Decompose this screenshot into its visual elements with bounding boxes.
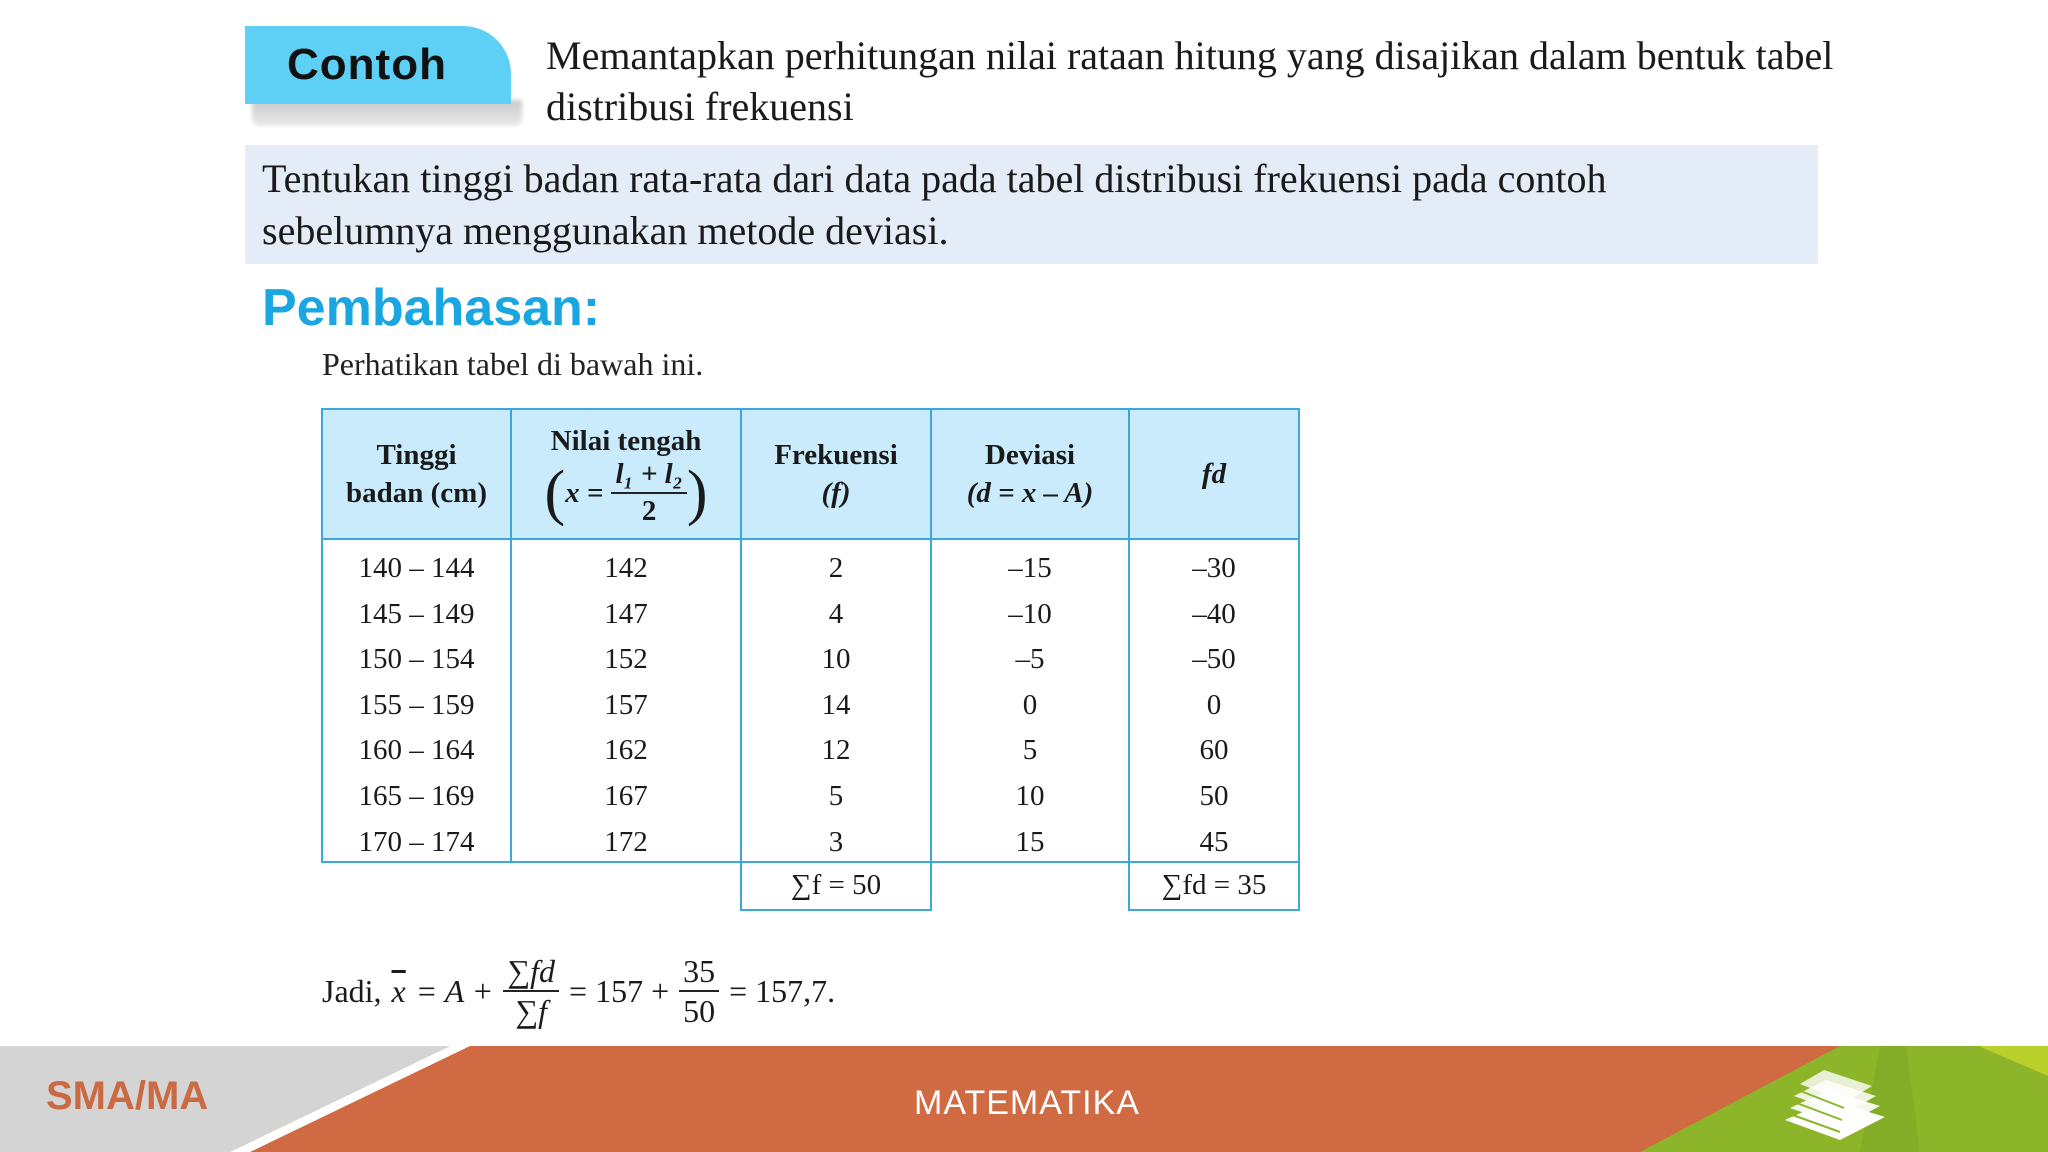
- formula-fraction-2: [679, 955, 719, 1027]
- footer-sma-label: SMA/MA: [46, 1074, 209, 1118]
- cell-fd: 0: [1206, 688, 1222, 721]
- cell-f: 12: [821, 734, 851, 767]
- header-frek-line2: (f): [821, 477, 851, 509]
- formula-eq2: = 157 +: [569, 972, 670, 1009]
- header-nilai-fraction: [611, 460, 686, 526]
- intro-text: Memantapkan perhitungan nilai rataan hitung yang disajikan dalam bentuk tabel distribusi frekuensi: [546, 33, 1834, 129]
- cell-interval: 140 – 144: [358, 552, 475, 584]
- cell-interval: 160 – 164: [358, 734, 475, 767]
- header-fd-label: fd: [1201, 458, 1227, 490]
- header-nilai-formula: ( x = $\frac{\text{l₁ + l₂}}{2}$ ): [544, 458, 708, 527]
- cell-fd: –50: [1192, 643, 1236, 676]
- cell-fd: –40: [1192, 597, 1236, 630]
- column-fd: [1128, 538, 1300, 863]
- formula-prefix: Jadi,: [322, 972, 382, 1009]
- header-tinggi: [321, 408, 512, 540]
- contoh-tab: [245, 26, 511, 104]
- header-frek-line1: Frekuensi: [774, 439, 898, 471]
- cell-interval: 145 – 149: [358, 597, 475, 630]
- cell-d: –15: [1008, 552, 1052, 584]
- formula-frac2-num: 35: [679, 955, 719, 992]
- formula-eq1: = A +: [415, 972, 494, 1009]
- solution-instruction: Perhatikan tabel di bawah ini.: [322, 346, 704, 382]
- column-midpoint: [510, 538, 742, 863]
- header-nilai-tengah: [510, 408, 742, 540]
- mean-formula: [322, 955, 835, 1027]
- solution-heading: Pembahasan:: [262, 279, 601, 337]
- sum-fd-text: ∑fd = 35: [1161, 868, 1267, 901]
- cell-f: 14: [821, 688, 851, 721]
- question-text: Tentukan tinggi badan rata-rata dari data pada tabel distribusi frekuensi pada contoh sebelumnya menggunakan metode deviasi.: [262, 156, 1607, 253]
- cell-d: –5: [1015, 643, 1045, 676]
- cell-f: 3: [828, 825, 844, 858]
- cell-midpoint: 142: [604, 552, 648, 584]
- sum-f-text: ∑f = 50: [790, 868, 882, 901]
- cell-midpoint: 172: [604, 825, 648, 858]
- header-nilai-x: x =: [565, 477, 604, 509]
- formula-eq3: = 157,7.: [729, 972, 836, 1009]
- cell-d: 15: [1015, 825, 1045, 858]
- formula-xbar: $\overline{x}$: [391, 972, 406, 1009]
- column-frequency: [740, 538, 932, 863]
- cell-fd: 50: [1199, 779, 1229, 812]
- sum-f: [740, 861, 932, 911]
- cell-midpoint: 162: [604, 734, 648, 767]
- cell-f: 4: [828, 597, 844, 630]
- cell-f: 5: [828, 779, 844, 812]
- cell-f: 2: [828, 552, 844, 584]
- header-nilai-den: 2: [641, 495, 657, 527]
- contoh-label: Contoh: [287, 40, 447, 89]
- sum-fd: [1128, 861, 1300, 911]
- header-fd: [1128, 408, 1300, 540]
- header-dev-line1: Deviasi: [984, 439, 1076, 471]
- cell-midpoint: 152: [604, 643, 648, 676]
- books-logo-icon: [1780, 1062, 1890, 1142]
- formula-frac1-den: ∑f: [515, 993, 548, 1029]
- cell-d: 5: [1022, 734, 1038, 767]
- cell-d: –10: [1008, 597, 1052, 630]
- header-dev-line2: (d = x – A): [966, 477, 1094, 509]
- cell-d: 10: [1015, 779, 1045, 812]
- header-nilai-line1: Nilai tengah: [550, 425, 702, 457]
- formula-fraction-1: [503, 955, 559, 1027]
- header-tinggi-line1: Tinggi: [376, 439, 457, 471]
- cell-interval: 155 – 159: [358, 688, 475, 721]
- formula-frac1-num: ∑fd: [503, 955, 559, 992]
- cell-fd: –30: [1192, 552, 1236, 584]
- cell-interval: 165 – 169: [358, 779, 475, 812]
- formula-frac2-den: 50: [683, 993, 716, 1029]
- cell-fd: 60: [1199, 734, 1229, 767]
- cell-d: 0: [1022, 688, 1038, 721]
- cell-midpoint: 167: [604, 779, 648, 812]
- footer-subject-label: MATEMATIKA: [914, 1084, 1140, 1122]
- cell-interval: 170 – 174: [358, 825, 475, 858]
- column-interval: [321, 538, 512, 863]
- cell-midpoint: 157: [604, 688, 648, 721]
- header-deviasi: [930, 408, 1130, 540]
- cell-fd: 45: [1199, 825, 1229, 858]
- header-tinggi-line2: badan (cm): [346, 477, 487, 509]
- cell-f: 10: [821, 643, 851, 676]
- column-deviation: [930, 538, 1130, 863]
- header-frekuensi: [740, 408, 932, 540]
- cell-interval: 150 – 154: [358, 643, 475, 676]
- header-nilai-num: l₁ + l₂: [611, 460, 686, 494]
- cell-midpoint: 147: [604, 597, 648, 630]
